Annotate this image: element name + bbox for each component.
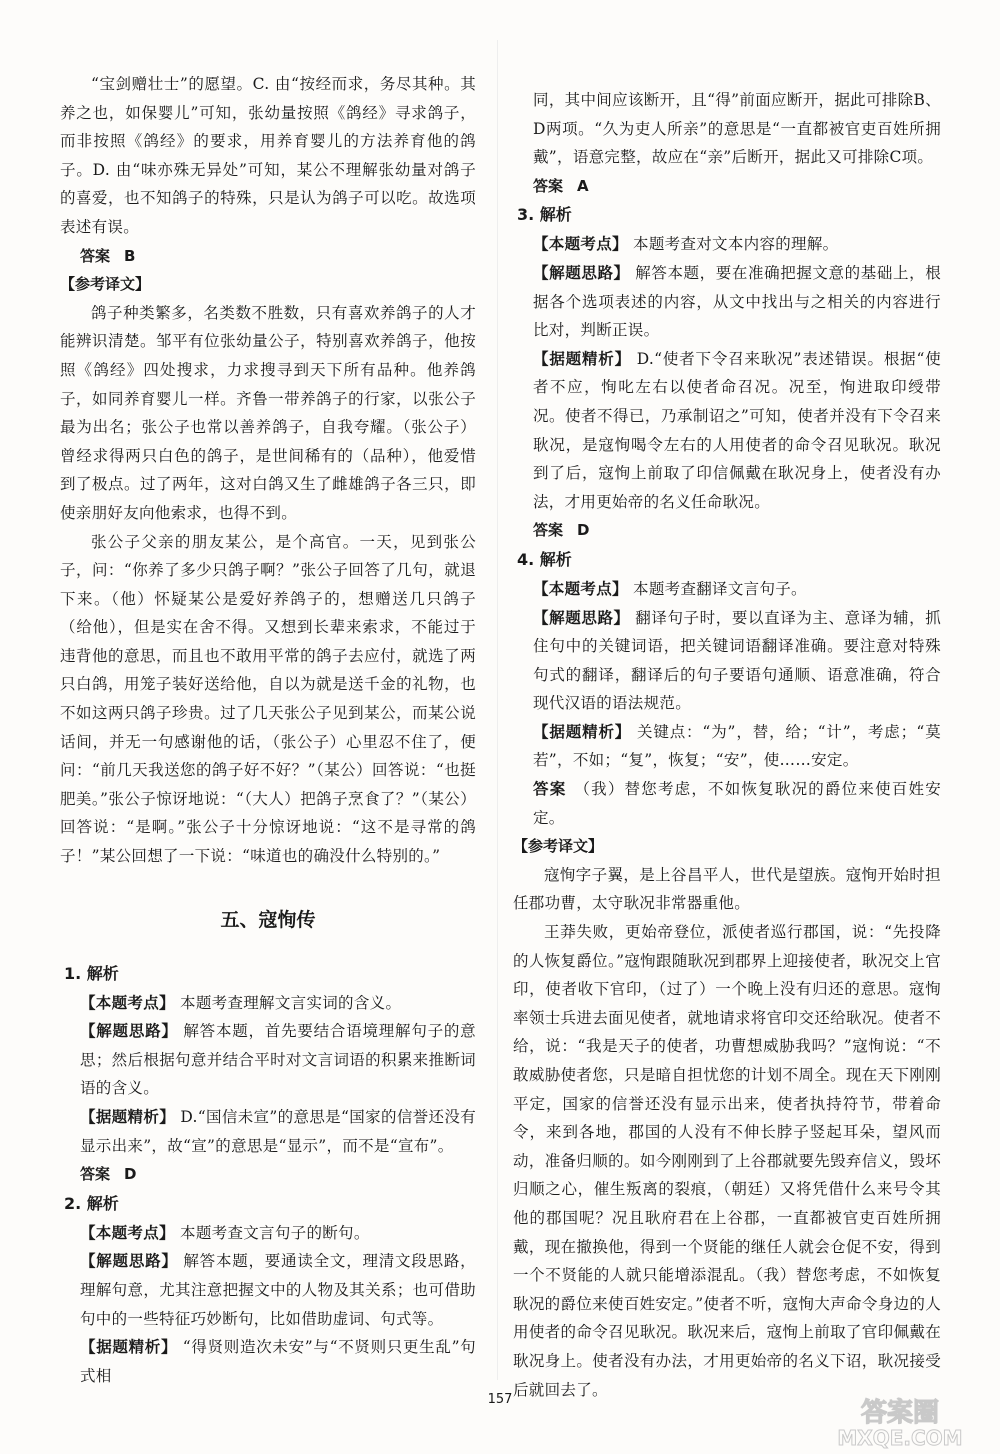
detailed-analysis-label: 【据题精析】 bbox=[533, 349, 631, 368]
answer-label: 答案 bbox=[80, 246, 111, 265]
detailed-analysis bbox=[80, 1333, 476, 1390]
exam-point bbox=[80, 989, 476, 1018]
solution-idea bbox=[80, 1247, 476, 1333]
section-title: 五、寇恂传 bbox=[220, 908, 316, 931]
reference-paragraph: 王莽失败，更始帝登位，派使者巡行郡国，说：“先投降的人恢复爵位。”寇恂跟随耿况到郡界上迎接使者，耿况交上官印，使者收下官印，（过了）一个晚上没有归还的意思。寇恂率领士兵进去面见使者，就地请求将官印交还给耿况。使者不给，说：“我是天子的使者，功曹想威胁我吗？”寇恂说：“不敢威胁使者您，只是暗自担忧您的计划不周全。现在天下刚刚平定，国家的信誉还没有显示出来，使者执持符节，带着命令，来到各地，郡国的人没有不伸长脖子竖起耳朵，望风而动，准备归顺的。如今刚刚到了上谷郡就要先毁弃信义，毁坏归顺之心，催生叛离的裂痕，（朝廷）又将凭借什么来号令其他的郡国呢？况且耿府君在上谷郡，一直都被官吏百姓所拥戴，现在撤换他，得到一个贤能的继任人就会仓促不安，得到一个不贤能的人就只能增添混乱。（我）替您考虑，不如恢复耿况的爵位来使百姓安定。”使者不听，寇恂大声命令身边的人用使者的命令召见耿况。耿况来后，寇恂上前取了官印佩戴在耿况身上。使者没有办法，才用更始帝的名义下诏，耿况接受后就回去了。 bbox=[513, 923, 941, 1399]
exam-point bbox=[533, 230, 941, 259]
solution-idea bbox=[533, 259, 941, 345]
column-gutter bbox=[497, 40, 498, 1380]
detailed-analysis bbox=[533, 345, 941, 517]
detailed-analysis-label: 【据题精析】 bbox=[80, 1338, 178, 1357]
detailed-analysis-text: D.“国信未宣”的意思是“国家的信誉还没有显示出来”，故“宣”的意思是“显示”，而不是“宣布”。 bbox=[80, 1108, 476, 1155]
answer-row bbox=[533, 775, 941, 832]
solution-idea-label: 【解题思路】 bbox=[533, 608, 630, 627]
detailed-analysis bbox=[533, 718, 941, 775]
exam-point bbox=[80, 1219, 476, 1248]
answer-letter: D bbox=[124, 1165, 137, 1184]
solution-idea-text: 翻译句子时，要以直译为主、意译为辅，抓住句中的关键词语，把关键词语翻译准确。要注意对特殊句式的翻译，翻译后的句子要语句通顺、语意准确，符合现代汉语的语法规范。 bbox=[533, 608, 941, 713]
answer-letter: A bbox=[577, 176, 589, 195]
reference-translation-label: 【参考译文】 bbox=[513, 837, 604, 856]
exam-point-label: 【本题考点】 bbox=[80, 1223, 175, 1242]
answer-row bbox=[80, 1160, 476, 1189]
detailed-analysis-label: 【据题精析】 bbox=[533, 722, 632, 741]
answer-label: 答案 bbox=[533, 780, 567, 799]
detailed-analysis-label: 【据题精析】 bbox=[80, 1108, 176, 1126]
detailed-analysis-text: D.“使者下令召来耿况”表述错误。根据“使者不应，恂叱左右以使者命召况。况至，恂进取印绶带况。使者不得已，乃承制诏之”可知，使者并没有下令召来耿况，是寇恂喝令左右的人用使者的命令召见耿况。耿况到了后，寇恂上前取了印信佩戴在耿况身上，使者没有办法，才用更始帝的名义任命耿况。 bbox=[533, 349, 942, 511]
reference-translation-label: 【参考译文】 bbox=[60, 275, 151, 294]
prev-analysis-text: “宝剑赠壮士”的愿望。C. 由“按经而求，务尽其种。其养之也，如保婴儿”可知，张幼量按照《鸽经》寻求鸽子，而非按照《鸽经》的要求，用养育婴儿的方法养育他的鸽子。D. 由“味亦殊无异处”可知，某公不理解张幼量对鸽子的喜爱，也不知鸽子的特殊，只是认为鸽子可以吃。故选项表述有误。 bbox=[60, 75, 476, 236]
detailed-analysis-text: “得贤则造次未安”与“不贤则只更生乱”句式相 bbox=[80, 1338, 476, 1385]
answer-letter: D bbox=[577, 521, 590, 540]
solution-idea bbox=[533, 604, 941, 718]
question-heading: 2. 解析 bbox=[64, 1193, 119, 1213]
answer-text: （我）替您考虑，不如恢复耿况的爵位来使百姓安定。 bbox=[533, 780, 941, 827]
answer-row bbox=[80, 242, 476, 271]
watermark-line1: 答案圈 bbox=[860, 1398, 940, 1428]
detailed-analysis-text: 关键点：“为”，替，给；“计”，考虑；“莫若”，不如；“复”，恢复；“安”，使……安定。 bbox=[533, 722, 941, 770]
question-heading: 1. 解析 bbox=[64, 963, 119, 983]
detailed-analysis bbox=[80, 1103, 476, 1160]
solution-idea-label: 【解题思路】 bbox=[80, 1022, 178, 1041]
answer-letter: B bbox=[124, 246, 136, 265]
exam-point-text: 本题考查理解文言实词的含义。 bbox=[180, 993, 402, 1012]
left-column bbox=[60, 70, 476, 1390]
page-number: 157 bbox=[487, 1392, 513, 1407]
answer-label: 答案 bbox=[533, 176, 564, 195]
solution-idea-label: 【解题思路】 bbox=[80, 1252, 178, 1271]
answer-label: 答案 bbox=[533, 521, 564, 540]
exam-point-text: 本题考查翻译文言句子。 bbox=[633, 579, 807, 598]
question-heading: 4. 解析 bbox=[517, 549, 572, 569]
reference-paragraph: 张公子父亲的朋友某公，是个高官。一天，见到张公子，问：“你养了多少只鸽子啊？”张公子回答了几句，就退下来。（他）怀疑某公是爱好养鸽子的，想赠送几只鸽子（给他），但是实在舍不得。又想到长辈来索求，不能过于违背他的意思，而且也不敢用平常的鸽子去应付，就选了两只白鸽，用笼子装好送给他，自以为就是送千金的礼物，也不如这两只鸽子珍贵。过了几天张公子见到某公，而某公说话间，并无一句感谢他的话，（张公子）心里忍不住了，便问：“前几天我送您的鸽子好不好？”（某公）回答说：“也挺肥美。”张公子惊讶地说：“（大人）把鸽子烹食了？”（某公）回答说：“是啊。”张公子十分惊讶地说：“这不是寻常的鸽子！”某公回想了一下说：“味道也的确没什么特别的。” bbox=[60, 532, 476, 866]
exam-point-label: 【本题考点】 bbox=[533, 235, 628, 254]
reference-paragraph: 寇恂字子翼，是上谷昌平人，世代是望族。寇恂开始时担任郡功曹，太守耿况非常器重他。 bbox=[513, 865, 941, 913]
exam-point-text: 本题考查对文本内容的理解。 bbox=[633, 235, 839, 254]
answer-row bbox=[533, 516, 941, 545]
watermark-line2: MXQE.COM bbox=[837, 1426, 963, 1450]
exam-point-text: 本题考查文言句子的断句。 bbox=[180, 1223, 370, 1242]
solution-idea-text: 解答本题，首先要结合语境理解句子的意思；然后根据句意并结合平时对文言词语的积累来推断词语的含义。 bbox=[80, 1022, 476, 1098]
solution-idea-label: 【解题思路】 bbox=[533, 263, 630, 282]
answer-label: 答案 bbox=[80, 1165, 111, 1184]
solution-idea bbox=[80, 1017, 476, 1103]
analysis-continued: 同，其中间应该断开，且“得”前面应断开，据此可排除B、D两项。“久为吏人所亲”的意思是“一直都被官吏百姓所拥戴”，语意完整，故应在“亲”后断开，据此又可排除C项。 bbox=[533, 91, 941, 167]
exam-point-label: 【本题考点】 bbox=[533, 579, 628, 598]
right-column bbox=[513, 86, 941, 1404]
exam-point-label: 【本题考点】 bbox=[80, 993, 175, 1012]
watermark-logo bbox=[820, 1395, 980, 1451]
solution-idea-text: 解答本题，要在准确把握文意的基础上，根据各个选项表述的内容，从文中找出与之相关的内容进行比对，判断正误。 bbox=[533, 263, 941, 340]
solution-idea-text: 解答本题，要通读全文，理清文段思路，理解句意，尤其注意把握文中的人物及其关系；也可借助句中的一些特征巧妙断句，比如借助虚词、句式等。 bbox=[80, 1252, 476, 1328]
question-heading: 3. 解析 bbox=[517, 205, 572, 225]
answer-row bbox=[533, 172, 941, 201]
reference-paragraph: 鸽子种类繁多，名类数不胜数，只有喜欢养鸽子的人才能辨识清楚。邹平有位张幼量公子，特别喜欢养鸽子，他按照《鸽经》四处搜求，力求搜寻到天下所有品种。他养鸽子，如同养育婴儿一样。齐鲁一带养鸽子的行家，以张公子最为出名；张公子也常以善养鸽子，自我夸耀。（张公子）曾经求得两只白色的鸽子，是世间稀有的（品种），他爱惜到了极点。过了两年，这对白鸽又生了雌雄鸽子各三只，即使亲朋好友向他索求，也得不到。 bbox=[60, 303, 476, 522]
exam-point bbox=[533, 575, 941, 604]
